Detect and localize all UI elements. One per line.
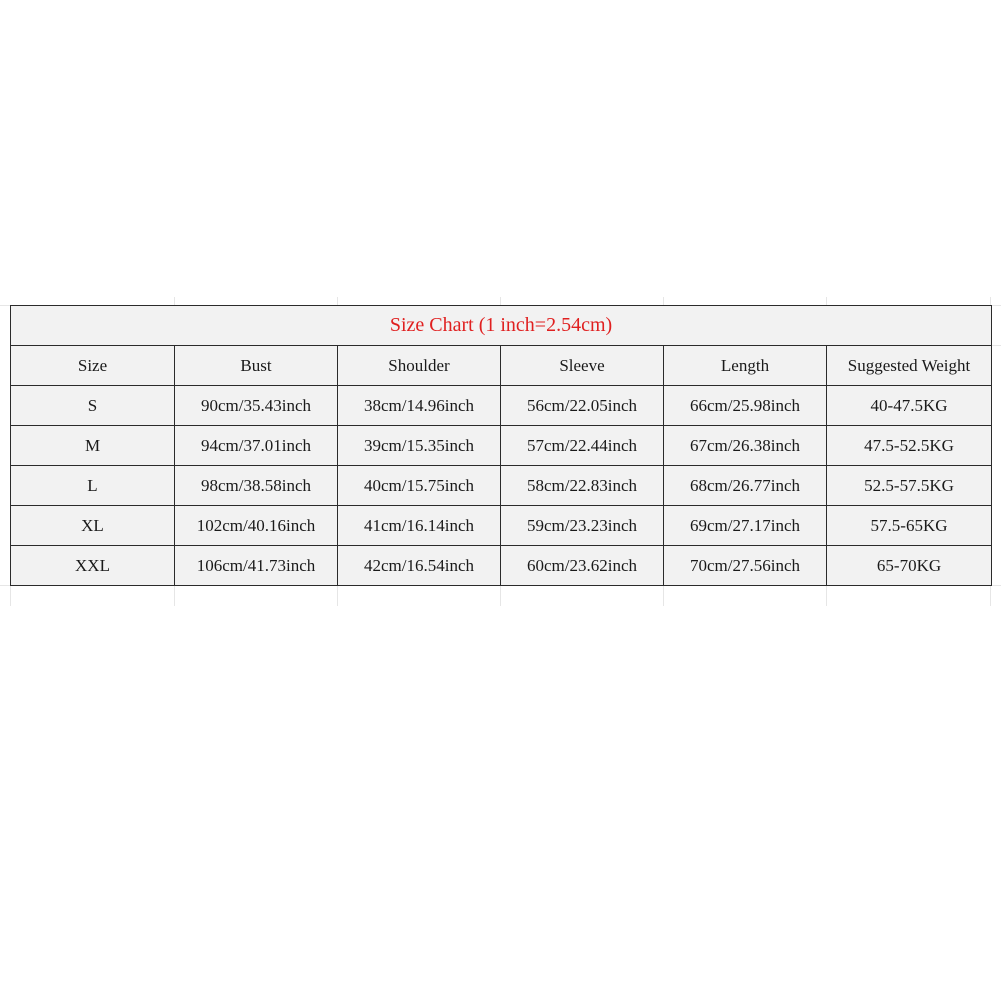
size-cell: L: [11, 466, 175, 506]
shoulder-cell: 40cm/15.75inch: [338, 466, 501, 506]
weight-cell: 40-47.5KG: [827, 386, 992, 426]
grid-line: [500, 297, 501, 305]
shoulder-cell: 38cm/14.96inch: [338, 386, 501, 426]
size-cell: XL: [11, 506, 175, 546]
bust-cell: 106cm/41.73inch: [175, 546, 338, 586]
sleeve-cell: 57cm/22.44inch: [501, 426, 664, 466]
title-row: [11, 306, 992, 346]
grid-line: [337, 586, 338, 606]
bust-cell: 94cm/37.01inch: [175, 426, 338, 466]
sleeve-cell: 59cm/23.23inch: [501, 506, 664, 546]
size-cell: S: [11, 386, 175, 426]
weight-cell: 65-70KG: [827, 546, 992, 586]
grid-line: [826, 586, 827, 606]
table-title: Size Chart (1 inch=2.54cm): [11, 306, 992, 346]
grid-line: [663, 586, 664, 606]
grid-line: [663, 297, 664, 305]
table-row: [11, 506, 992, 546]
header-length: Length: [664, 346, 827, 386]
header-sleeve: Sleeve: [501, 346, 664, 386]
shoulder-cell: 42cm/16.54inch: [338, 546, 501, 586]
sleeve-cell: 56cm/22.05inch: [501, 386, 664, 426]
grid-line: [337, 297, 338, 305]
sleeve-cell: 60cm/23.62inch: [501, 546, 664, 586]
size-cell: M: [11, 426, 175, 466]
header-shoulder: Shoulder: [338, 346, 501, 386]
length-cell: 69cm/27.17inch: [664, 506, 827, 546]
grid-line: [0, 585, 10, 586]
bust-cell: 98cm/38.58inch: [175, 466, 338, 506]
bust-cell: 90cm/35.43inch: [175, 386, 338, 426]
length-cell: 66cm/25.98inch: [664, 386, 827, 426]
shoulder-cell: 39cm/15.35inch: [338, 426, 501, 466]
size-cell: XXL: [11, 546, 175, 586]
weight-cell: 52.5-57.5KG: [827, 466, 992, 506]
header-row: [11, 346, 992, 386]
weight-cell: 47.5-52.5KG: [827, 426, 992, 466]
header-bust: Bust: [175, 346, 338, 386]
shoulder-cell: 41cm/16.14inch: [338, 506, 501, 546]
table-row: [11, 466, 992, 506]
grid-line: [0, 305, 10, 306]
table-row: [11, 426, 992, 466]
sleeve-cell: 58cm/22.83inch: [501, 466, 664, 506]
grid-line: [990, 297, 991, 305]
table-row: [11, 546, 992, 586]
length-cell: 70cm/27.56inch: [664, 546, 827, 586]
bust-cell: 102cm/40.16inch: [175, 506, 338, 546]
grid-line: [174, 586, 175, 606]
header-size: Size: [11, 346, 175, 386]
grid-line: [826, 297, 827, 305]
length-cell: 68cm/26.77inch: [664, 466, 827, 506]
grid-line: [10, 586, 11, 606]
size-chart-table: [10, 305, 992, 586]
grid-line: [500, 586, 501, 606]
weight-cell: 57.5-65KG: [827, 506, 992, 546]
grid-line: [174, 297, 175, 305]
grid-line: [990, 586, 991, 606]
length-cell: 67cm/26.38inch: [664, 426, 827, 466]
table-row: [11, 386, 992, 426]
header-suggested-weight: Suggested Weight: [827, 346, 992, 386]
